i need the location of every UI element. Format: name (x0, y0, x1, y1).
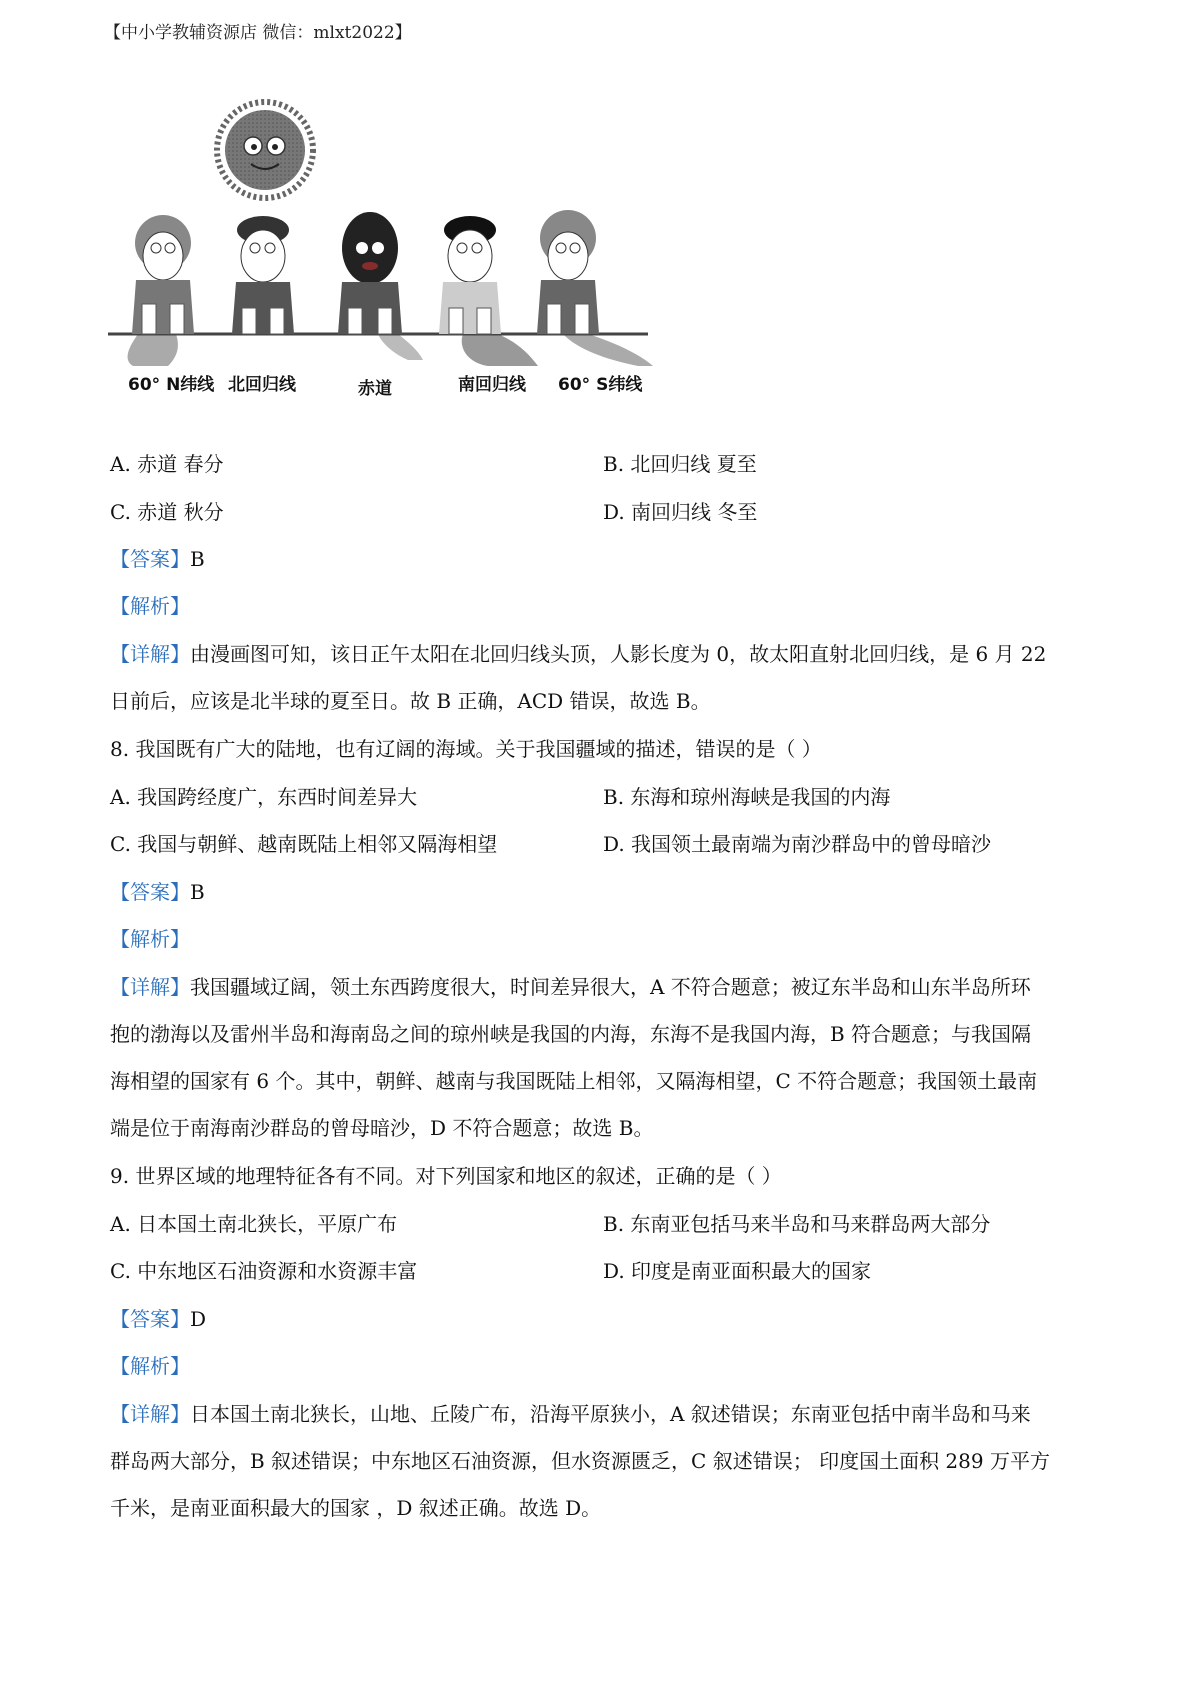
detail-line: 抱的渤海以及雷州半岛和海南岛之间的琼州峡是我国的内海，东海不是我国内海，B 符合题意；与我国隔 (110, 1022, 1032, 1046)
detail-tag: 【详解】 (110, 975, 190, 999)
q9-option-b: B. 东南亚包括马来半岛和马来群岛两大部分 (603, 1212, 991, 1236)
q7-option-d: D. 南回归线 冬至 (603, 500, 758, 524)
q8-option-a: A. 我国跨经度广，东西时间差异大 (110, 785, 418, 809)
analysis-tag: 【解析】 (110, 594, 190, 618)
q9-detail (110, 1391, 1100, 1532)
q8-stem: 8. 我国既有广大的陆地，也有辽阔的海域。关于我国疆域的描述，错误的是（ ） (110, 737, 822, 761)
q8-answer (110, 878, 205, 906)
person-equator-icon (338, 212, 402, 334)
detail-tag: 【详解】 (110, 1402, 190, 1426)
detail-line: 【详解】我国疆域辽阔，领土东西跨度很大，时间差异很大，A 不符合题意；被辽东半岛和山东半岛所环 (110, 975, 1031, 999)
label-tropic-s: 南回归线 (458, 375, 526, 395)
answer-tag: 【答案】 (110, 880, 190, 904)
detail-line: 海相望的国家有 6 个。其中，朝鲜、越南与我国既陆上相邻，又隔海相望，C 不符合题意；我国领土最南 (110, 1069, 1038, 1093)
q9-stem: 9. 世界区域的地理特征各有不同。对下列国家和地区的叙述，正确的是（ ） (110, 1164, 782, 1188)
label-60n: 60° N纬线 (128, 375, 215, 395)
answer-tag: 【答案】 (110, 547, 190, 571)
analysis-tag: 【解析】 (110, 1354, 190, 1378)
person-60s-icon (537, 210, 599, 334)
q7-option-b: B. 北回归线 夏至 (603, 452, 757, 476)
detail-line: 【详解】日本国土南北狭长，山地、丘陵广布，沿海平原狭小，A 叙述错误；东南亚包括中南半岛和马来 (110, 1402, 1031, 1426)
sun-icon (217, 102, 313, 198)
sun-shadow-cartoon (108, 98, 708, 430)
q8-option-b: B. 东海和琼州海峡是我国的内海 (603, 785, 891, 809)
q9-option-c: C. 中东地区石油资源和水资源丰富 (110, 1259, 418, 1283)
q8-detail (110, 964, 1100, 1152)
q9-answer (110, 1305, 206, 1333)
q7-option-a: A. 赤道 春分 (110, 452, 224, 476)
q7-answer (110, 545, 205, 573)
detail-line: 群岛两大部分，B 叙述错误；中东地区石油资源，但水资源匮乏，C 叙述错误； 印度国土面积 289 万平方 (110, 1449, 1050, 1473)
label-equator: 赤道 (358, 379, 392, 399)
q8-option-c: C. 我国与朝鲜、越南既陆上相邻又隔海相望 (110, 832, 498, 856)
shadow-equator (378, 334, 423, 360)
detail-tag: 【详解】 (110, 642, 190, 666)
detail-line: 【详解】由漫画图可知，该日正午太阳在北回归线头顶，人影长度为 0，故太阳直射北回归线，是 6 月 22 (110, 642, 1047, 666)
q8-analysis (110, 925, 190, 953)
label-60s: 60° S纬线 (558, 375, 643, 395)
answer-tag: 【答案】 (110, 1307, 190, 1331)
analysis-tag: 【解析】 (110, 927, 190, 951)
person-tropic-s-icon (439, 216, 501, 334)
q7-option-c: C. 赤道 秋分 (110, 500, 224, 524)
q8-option-d: D. 我国领土最南端为南沙群岛中的曾母暗沙 (603, 832, 992, 856)
page-header: 【中小学教辅资源店 微信：mlxt2022】 (104, 23, 412, 43)
q9-analysis (110, 1352, 190, 1380)
q7-detail (110, 631, 1100, 725)
q9-option-d: D. 印度是南亚面积最大的国家 (603, 1259, 872, 1283)
answer-value: B (190, 880, 205, 904)
detail-line: 端是位于南海南沙群岛的曾母暗沙，D 不符合题意；故选 B。 (110, 1116, 654, 1140)
q7-analysis (110, 592, 190, 620)
shadow-60n (128, 334, 178, 366)
q9-option-a: A. 日本国土南北狭长，平原广布 (110, 1212, 398, 1236)
label-tropic-n: 北回归线 (228, 375, 296, 395)
shadow-tropic-s (462, 334, 538, 366)
shadow-60s (563, 334, 653, 366)
detail-line: 日前后，应该是北半球的夏至日。故 B 正确，ACD 错误，故选 B。 (110, 689, 711, 713)
detail-line: 千米，是南亚面积最大的国家 ，D 叙述正确。故选 D。 (110, 1496, 602, 1520)
person-60n-icon (132, 215, 194, 334)
answer-value: D (190, 1307, 207, 1331)
answer-value: B (190, 547, 205, 571)
person-tropic-n-icon (232, 216, 294, 334)
